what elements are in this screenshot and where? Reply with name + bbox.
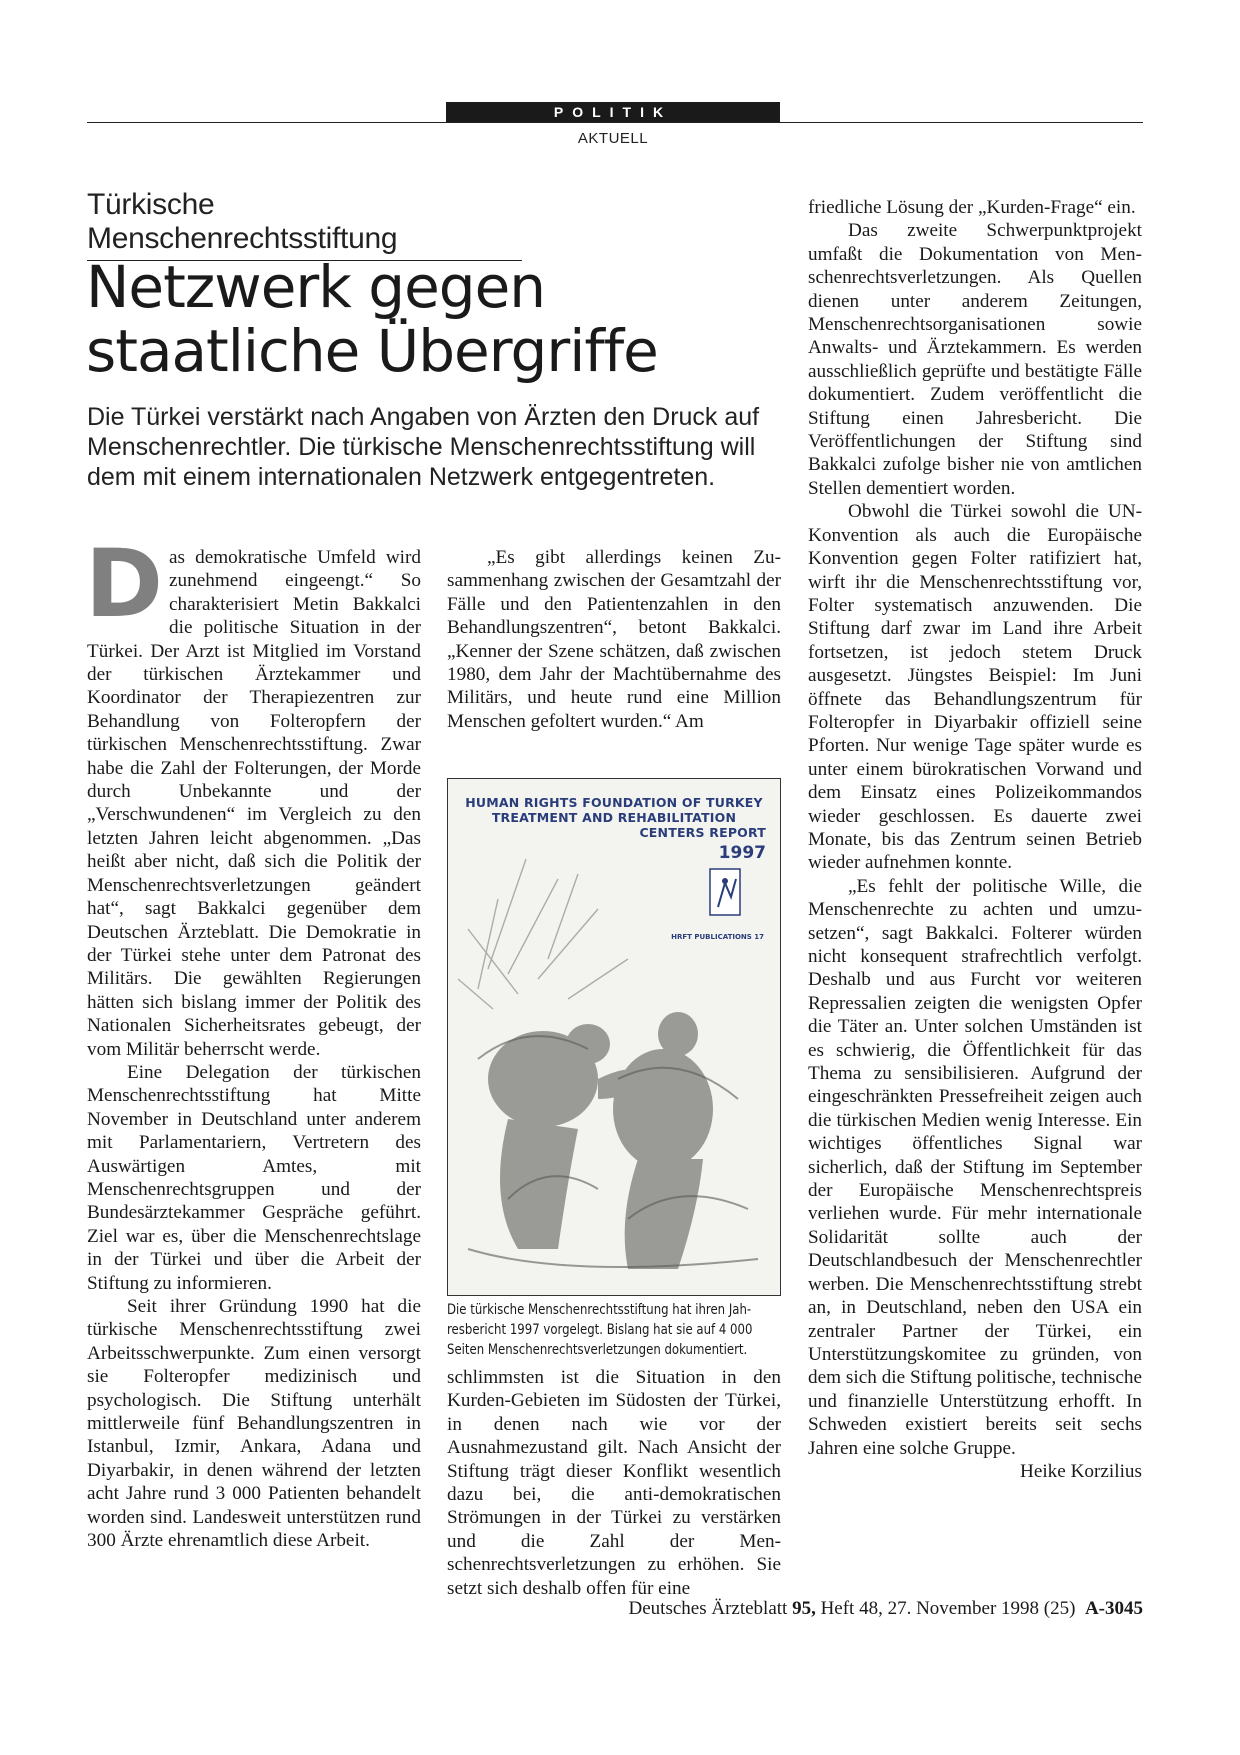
headline-line-1: Netzwerk gegen	[86, 253, 546, 321]
cover-line: CENTERS REPORT	[639, 825, 766, 840]
paragraph: Eine Delegation der türkischen Menschenrechtsstiftung hat Mitte November in Deutschland unter anderem mit Parlamentariern, Vertretern des Auswärtigen Amtes, mit Menschenrechtsgruppen und der Bundesärztekammer Gespräche geführt. Ziel war es, über die Menschenrechtslage in der Türkei und über die Arbeit der Stiftung zu informieren.	[87, 1061, 421, 1294]
report-cover-image	[447, 778, 781, 1296]
paragraph: Obwohl die Türkei sowohl die UN-Konvention als auch die Europäische Konvention gegen Folter ratifiziert hat, wirft ihr die Menschenrechtsstiftung vor, Folter systematisch anzuwenden. Die Stiftung darf zwar im Land ihre Arbeit fortsetzen, ist jedoch stetem Druck ausgesetzt. Jüngstes Beispiel: Im Juni öffnete das Behandlungszentrum für Folteropfer in Diyarbakir offiziell seine Pforten. Nur wenige Tage später wurde es unter einem bürokratischen Vorwand und dem Einsatz eines Polizeikommandos wieder geschlossen. Es dauerte zwei Monate, bis das Zentrum seinen Betrieb wieder aufnehmen konnte.	[808, 501, 1142, 874]
article-kicker: Türkische Menschenrechtsstiftung	[87, 188, 522, 261]
subsection-label: AKTUELL	[577, 130, 649, 147]
journal-name: Deutsches Ärzteblatt	[628, 1598, 788, 1619]
header-rule	[87, 122, 1143, 123]
paragraph: Das zweite Schwerpunktprojekt umfaßt die Dokumentation von Menschenrechtsverletzungen. Als Quellen dienen unter anderem Zeitungen, Menschenrechtsorganisationen sowie Anwalts- und Ärztekammern. Es werden ausschließlich geprüfte und bestätigte Fälle dokumentiert. Zudem veröffentlicht die Stiftung einen Jahresbericht. Die Veröffentlichungen der Stiftung sind Bakkalci zufolge bisher nie von amtlichen Stellen dementiert worden.	[808, 220, 1142, 499]
column-2-bottom	[447, 1366, 781, 1600]
journal-volume: 95,	[792, 1598, 816, 1619]
author-signature: Heike Korzilius	[1019, 1460, 1142, 1482]
article-lead: Die Türkei verstärkt nach Angaben von Ärzten den Druck auf Menschenrechtler. Die türkische Menschenrechtsstiftung will dem mit einem internationalen Netzwerk entgegentreten.	[87, 403, 760, 491]
column-3	[808, 196, 1142, 1483]
column-1	[85, 530, 421, 1552]
figure-caption: Die türkische Menschenrechtsstiftung hat ihren Jahresbericht 1997 vorgelegt. Bislang hat sie auf 4 000 Seiten Menschenrechtsverletzungen dokumentiert.	[447, 1302, 753, 1358]
journal-issue: Heft 48, 27. November 1998 (25)	[820, 1598, 1076, 1619]
paragraph: Seit ihrer Gründung 1990 hat die türkische Menschenrechtsstiftung zwei Arbeitsschwerpunkte. Zum einen versorgt sie Folteropfer medizinisch und psychologisch. Die Stiftung unterhält mittlerweile fünf Behandlungszentren in Istanbul, Izmir, Ankara, Adana und Diyarbakir, in denen während der letzten acht Jahre rund 3 000 Patienten behandelt worden sind. Landesweit unterstützen rund 300 Ärzte ehrenamtlich diese Arbeit.	[87, 1296, 421, 1552]
page-footer	[629, 1598, 1143, 1620]
paragraph-text: „Es fehlt der politische Wille, die Menschenrechte zu achten und umzusetzen“, sagt Bakkalci. Folterer würden nicht konsequent strafrechtlich verfolgt. Deshalb und aus Furcht vor weiteren Repressalien zeigten die wenigsten Opfer die Täter an. Unter solchen Umständen ist es schwierig, die Öffentlichkeit für das Thema zu sensibilisieren. Aufgrund der eingeschränkten Pressefreiheit zeigen auch die türkischen Medien wenig Interesse. Ein wichtiges öffentliches Signal war sicherlich, daß der Stiftung im September der Europäische Menschenrechtspreis verliehen wurde. Für mehr internationale Solidarität sollte auch der Deutschlandbesuch der Menschenrechtler werben. Die Menschenrechtsstiftung strebt an, in Deutschland, neben den USA ein zentraler Partner der Türkei, ein Unterstützungskomitee zu gründen, von dem sich die Stiftung politische, technische und finanzielle Unterstützung erhofft. In Schweden existiert bereits seit sechs Jahren eine solche Gruppe.	[808, 875, 1142, 1459]
paragraph	[85, 530, 421, 1061]
cover-title	[456, 795, 772, 840]
cover-line: HUMAN RIGHTS FOUNDATION OF TURKEY	[465, 795, 763, 810]
paragraph-text: as demokratische Umfeld wird zunehmend eingeengt.“ So charakterisiert Metin Bakkalci die politische Situation in der Türkei. Der Arzt ist Mitglied im Vorstand der türkischen Ärztekammer und Koordinator der Therapiezentren zur Behandlung von Folteropfern der türkischen Menschenrechtsstiftung. Zwar habe die Zahl der Folterungen, der Morde durch Unbekannte und der „Verschwundenen“ im Vergleich zu den letzten Jahren leicht abgenommen. „Das heißt aber nicht, daß sich die Politik der Menschenrechtsverletzungen geändert hat“, sagt Bakkalci gegenüber dem Deutschen Ärzteblatt. Die Demokratie in der Türkei stehe unter dem Patronat des Militärs. Die gewählten Regierungen hätten sich bislang immer der Politik des Nationalen Sicherheitsrates gebeugt, der vom Militär beherrscht werde.	[87, 547, 421, 1060]
cover-line: TREATMENT AND REHABILITATION	[491, 810, 737, 825]
cover-year: 1997	[718, 843, 766, 863]
cover-publisher: HRFT PUBLICATIONS 17	[671, 933, 764, 941]
paragraph: schlimmsten ist die Situation in den Kurden-Gebieten im Südosten der Türkei, in denen nach wie vor der Ausnahmezustand gilt. Nach Ansicht der Stiftung trägt dieser Konflikt wesentlich dazu bei, die anti-demokratischen Strömungen in der Türkei zu verstärken und die Zahl der Menschenrechtsverletzungen zu erhöhen. Sie setzt sich deshalb offen für eine	[447, 1367, 781, 1599]
drop-cap: D	[85, 530, 164, 639]
column-2-top	[447, 546, 781, 733]
page-number: A-3045	[1084, 1598, 1143, 1619]
headline-line-2: staatliche Übergriffe	[86, 317, 658, 385]
article-headline	[86, 255, 706, 383]
section-label: POLITIK	[446, 102, 780, 122]
paragraph: „Es gibt allerdings keinen Zusammenhang zwischen der Gesamtzahl der Fälle und den Patientenzahlen in den Behandlungszentren“, betont Bakkalci. „Kenner der Szene schätzen, daß zwischen 1980, dem Jahr der Machtübernahme des Militärs, und heute rund eine Million Menschen gefoltert wurden.“ Am	[447, 547, 781, 732]
paragraph	[808, 875, 1142, 1482]
paragraph: friedliche Lösung der „Kurden-Frage“ ein.	[808, 197, 1136, 218]
